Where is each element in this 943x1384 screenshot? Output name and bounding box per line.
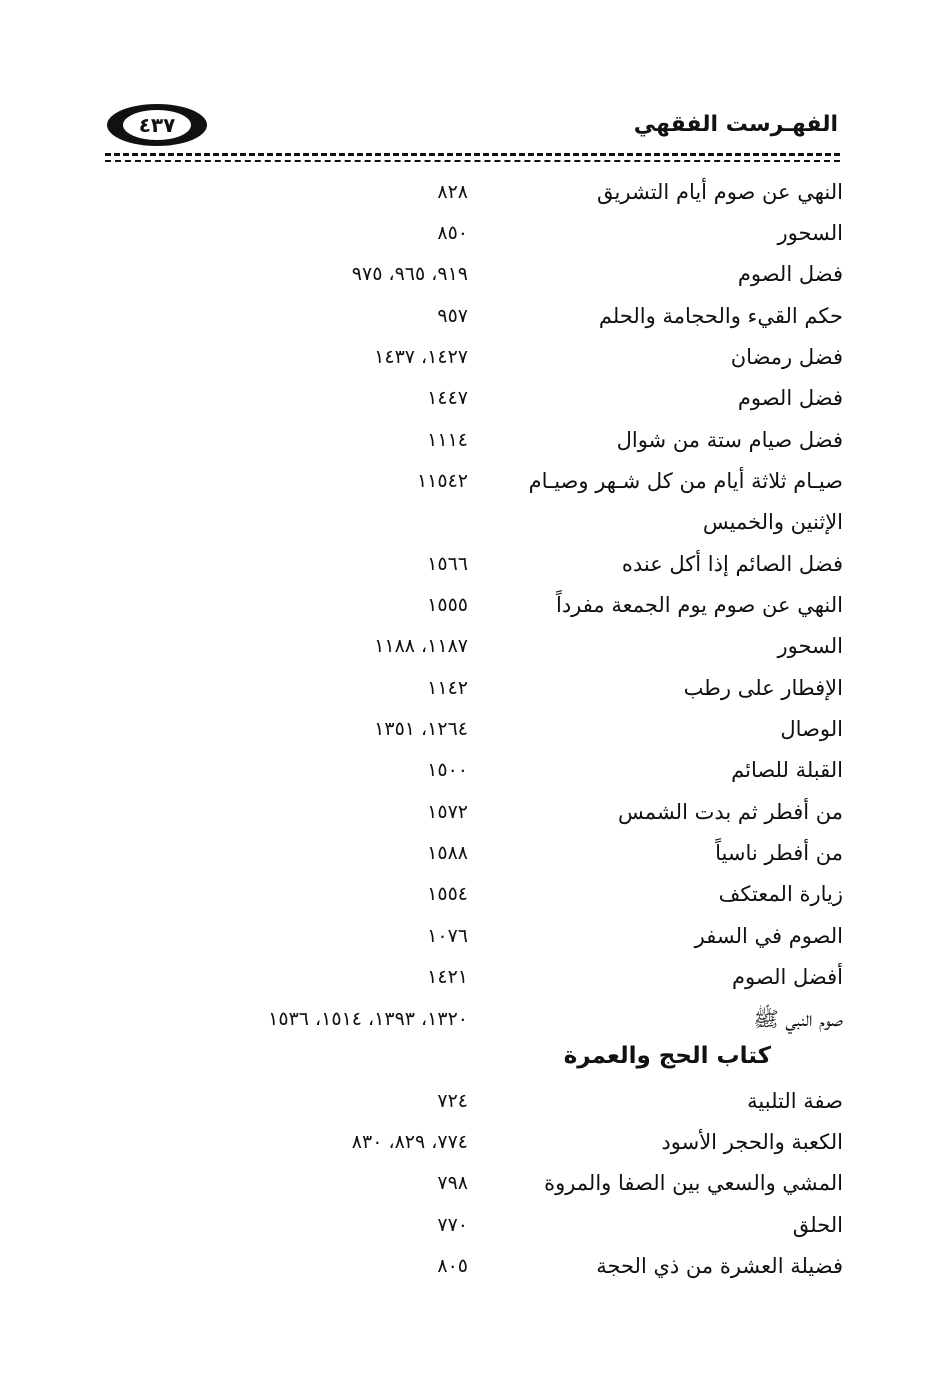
entry-term: صوم النبي ﷺ — [753, 1007, 843, 1031]
entry-term: السحور — [777, 221, 843, 245]
index-entry — [0, 297, 943, 335]
index-entry — [0, 834, 943, 872]
entry-page-numbers: ١٤٤٧ — [427, 387, 468, 409]
entry-term: فضل رمضان — [730, 345, 843, 369]
index-entry — [0, 1164, 943, 1202]
entry-page-numbers: ٧٢٤ — [437, 1090, 468, 1112]
entry-term: فضيلة العشرة من ذي الحجة — [596, 1254, 843, 1278]
entry-page-numbers: ١٢٦٤، ١٣٥١ — [374, 718, 468, 740]
index-entry — [0, 1123, 943, 1161]
entry-page-numbers: ٩١٩، ٩٦٥، ٩٧٥ — [351, 263, 468, 285]
section-heading: كتاب الحج والعمرة — [563, 1043, 771, 1069]
index-entry — [0, 545, 943, 583]
index-entry — [0, 793, 943, 831]
entry-term: حكم القيء والحجامة والحلم — [598, 304, 843, 328]
index-entry — [0, 421, 943, 459]
entry-term: أفضل الصوم — [732, 965, 843, 989]
entry-page-numbers: ١٤٢١ — [427, 966, 468, 988]
entry-page-numbers: ١٣٢٠، ١٣٩٣، ١٥١٤، ١٥٣٦ — [268, 1008, 468, 1030]
index-entry — [0, 1206, 943, 1244]
index-entry — [0, 627, 943, 665]
index-entry — [0, 503, 943, 541]
index-entry — [0, 751, 943, 789]
entry-term: صيـام ثلاثة أيام من كل شـهر وصيـام — [528, 469, 843, 493]
entry-page-numbers: ٨٥٠ — [437, 222, 468, 244]
index-entry — [0, 586, 943, 624]
index-entry — [0, 1037, 943, 1075]
entry-term: الوصال — [780, 717, 843, 741]
entry-term: الإثنين والخميس — [702, 510, 843, 534]
index-entry — [0, 669, 943, 707]
entry-page-numbers: ٨٢٨ — [437, 181, 468, 203]
index-entry — [0, 338, 943, 376]
index-entry — [0, 958, 943, 996]
entry-page-numbers: ١٥٥٥ — [427, 594, 468, 616]
entry-page-numbers: ٨٠٥ — [437, 1255, 468, 1277]
running-header-title: الفهـرست الفقهي — [633, 112, 838, 137]
entry-term: الإفطار على رطب — [683, 676, 843, 700]
index-entry — [0, 1082, 943, 1120]
entry-term: الكعبة والحجر الأسود — [661, 1130, 843, 1154]
entry-term: من أفطر ناسياً — [715, 841, 843, 865]
index-entry — [0, 255, 943, 293]
entry-term: السحور — [777, 634, 843, 658]
entry-term: الصوم في السفر — [694, 924, 843, 948]
entry-page-numbers: ٧٧٠ — [437, 1214, 468, 1236]
entry-term: النهي عن صوم أيام التشريق — [597, 180, 843, 204]
index-entry — [0, 1000, 943, 1038]
entry-page-numbers: ٧٧٤، ٨٢٩، ٨٣٠ — [351, 1131, 468, 1153]
entry-page-numbers: ١٥٦٦ — [427, 553, 468, 575]
entry-page-numbers: ٧٩٨ — [437, 1172, 468, 1194]
entry-term: فضل الصائم إذا أكل عنده — [621, 552, 843, 576]
entry-term: فضل صيام ستة من شوال — [616, 428, 843, 452]
entry-page-numbers: ١١٥٤٢ — [416, 470, 468, 492]
index-entry — [0, 462, 943, 500]
entry-page-numbers: ١١٨٧، ١١٨٨ — [374, 635, 468, 657]
index-entry — [0, 1247, 943, 1285]
entry-page-numbers: ١٥٥٤ — [427, 883, 468, 905]
entry-page-numbers: ١٥٠٠ — [427, 759, 468, 781]
entry-term: القبلة للصائم — [731, 758, 843, 782]
entry-term: فضل الصوم — [737, 262, 843, 286]
entry-page-numbers: ١٤٢٧، ١٤٣٧ — [374, 346, 468, 368]
entry-term: زيارة المعتكف — [718, 882, 843, 906]
index-entry — [0, 917, 943, 955]
page-number: ٤٣٧ — [123, 110, 191, 140]
entry-term: الحلق — [792, 1213, 843, 1237]
entry-page-numbers: ٩٥٧ — [437, 305, 468, 327]
index-entry — [0, 173, 943, 211]
index-entry — [0, 379, 943, 417]
entry-page-numbers: ١٥٨٨ — [427, 842, 468, 864]
index-entry — [0, 710, 943, 748]
entry-term: المشي والسعي بين الصفا والمروة — [544, 1171, 843, 1195]
index-entry — [0, 875, 943, 913]
entry-term: فضل الصوم — [737, 386, 843, 410]
entry-term: من أفطر ثم بدت الشمس — [618, 800, 843, 824]
entry-term: صفة التلبية — [747, 1089, 843, 1113]
entry-page-numbers: ١١٤٢ — [427, 677, 468, 699]
entry-page-numbers: ١٥٧٢ — [427, 801, 468, 823]
entry-page-numbers: ١٠٧٦ — [427, 925, 468, 947]
index-entry — [0, 214, 943, 252]
entry-term: النهي عن صوم يوم الجمعة مفرداً — [556, 593, 843, 617]
entry-page-numbers: ١١١٤ — [427, 429, 468, 451]
